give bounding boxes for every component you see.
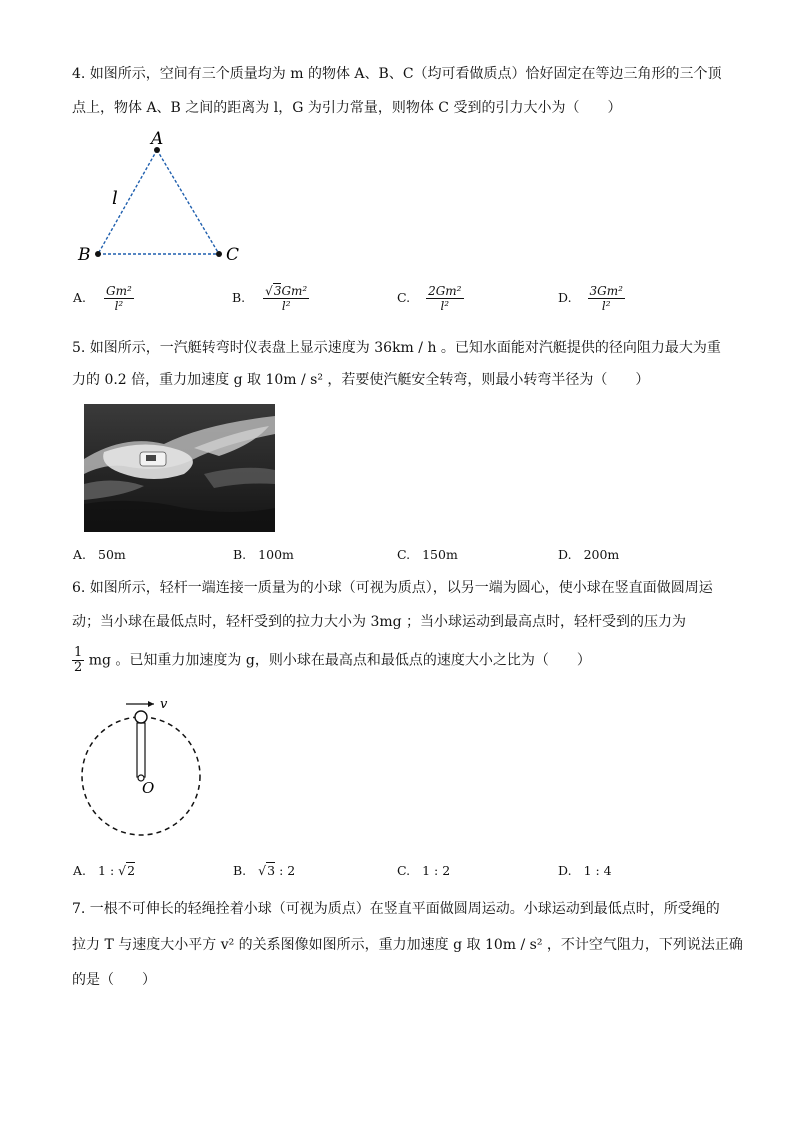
q5-option-c[interactable]: C. 150m	[397, 547, 458, 562]
q4-label-b: B	[78, 245, 91, 265]
q4-option-a[interactable]: A. $\frac{\text{Gm²}}{\text{l²}}$	[73, 284, 132, 313]
q6-option-c[interactable]: C. 1 : 2	[397, 863, 451, 878]
q7-stem-line3: 的是（ ）	[72, 972, 156, 988]
q4-side-ac	[157, 150, 219, 254]
q4-label-c: C	[226, 245, 240, 265]
q4-point-c	[216, 251, 222, 257]
q7-stem-line1: 7. 一根不可伸长的轻绳拴着小球（可视为质点）在竖直平面做圆周运动。小球运动到最低点时，所受绳的	[72, 901, 720, 917]
q5-option-a[interactable]: A. 50m	[73, 547, 126, 562]
q6-stem-line3: $\frac{1}{2}$ mg 。已知重力加速度为 g，则小球在最高点和最低点的速度大小之比为（ ）	[74, 645, 591, 675]
q4-label-side: l	[112, 188, 118, 209]
q6-ball	[135, 711, 147, 723]
q6-option-a[interactable]: A. 1 : √2	[73, 863, 136, 878]
q4-label-a: A	[151, 129, 164, 149]
q6-option-b[interactable]: B. √3 : 2	[233, 863, 296, 878]
q5-option-d[interactable]: D. 200m	[558, 547, 620, 562]
speedboat-photo	[84, 404, 275, 532]
q6-stem-line1: 6. 如图所示，轻杆一端连接一质量为的小球（可视为质点），以另一端为圆心，使小球在竖直面做圆周运	[72, 580, 713, 596]
q7-stem-line2: 拉力 T 与速度大小平方 v² 的关系图像如图所示，重力加速度 g 取 10m / s² ，不计空气阻力，下列说法正确	[72, 937, 743, 953]
q4-triangle-figure	[70, 126, 250, 266]
q6-label-v: v	[160, 697, 168, 712]
q6-stem-line2: 动；当小球在最低点时，轻杆受到的拉力大小为 3mg ；当小球运动到最高点时，轻杆受到的压力为	[72, 614, 687, 630]
q4-option-c[interactable]: C. $\frac{\text{2Gm²}}{\text{l²}}$	[397, 284, 462, 313]
q6-option-d[interactable]: D. 1 : 4	[558, 863, 612, 878]
q6-label-o: O	[142, 779, 155, 797]
q5-stem-line2: 力的 0.2 倍，重力加速度 g 取 10m / s² ，若要使汽艇安全转弯，则最小转弯半径为（ ）	[72, 372, 650, 388]
q5-stem-line1: 5. 如图所示，一汽艇转弯时仪表盘上显示速度为 36km / h 。已知水面能对汽艇提供的径向阻力最大为重	[72, 340, 721, 356]
q5-option-b[interactable]: B. 100m	[233, 547, 294, 562]
q6-light-rod	[137, 723, 145, 777]
q4-point-b	[95, 251, 101, 257]
q4-stem-line2: 点上，物体 A、B 之间的距离为 l，G 为引力常量，则物体 C 受到的引力大小为（ ）	[72, 100, 622, 116]
q4-option-b[interactable]: B. $\frac{\text{√3Gm²}}{\text{l²}}$	[232, 284, 308, 313]
q6-circle-figure	[76, 694, 216, 844]
q4-side-ab	[98, 150, 157, 254]
q4-stem-line1: 4. 如图所示，空间有三个质量均为 m 的物体 A、B、C（均可看做质点）恰好固定在等边三角形的三个顶	[72, 66, 722, 82]
q4-option-d[interactable]: D. $\frac{\text{3Gm²}}{\text{l²}}$	[558, 284, 623, 313]
